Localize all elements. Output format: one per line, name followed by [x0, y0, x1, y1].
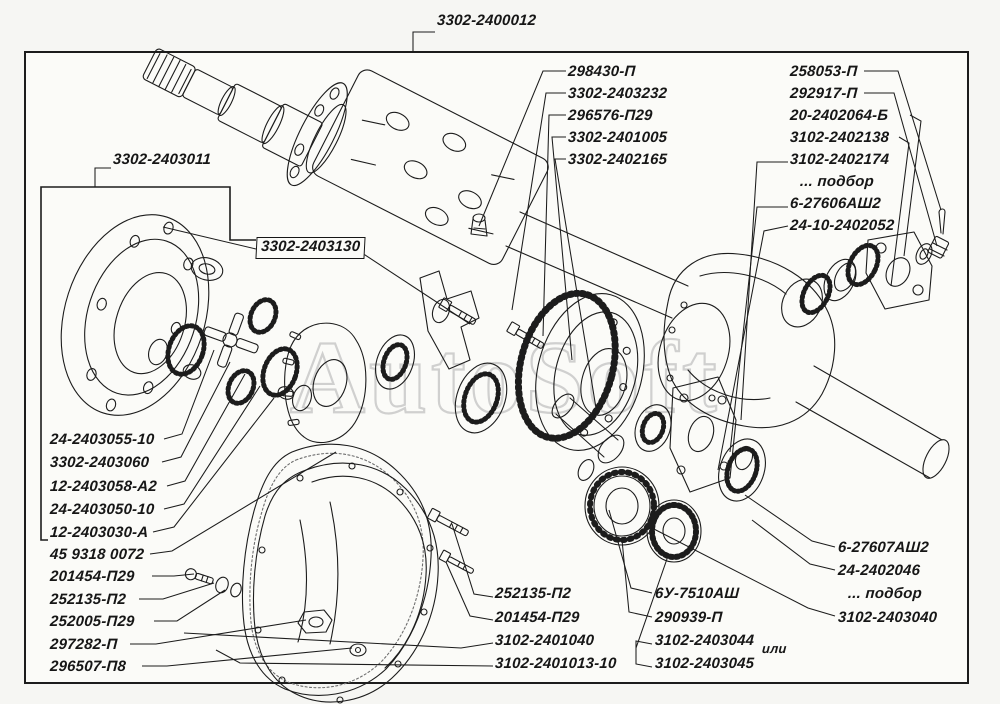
part-label: 3102-2402174: [789, 151, 890, 168]
part-label: 252005-П29: [49, 613, 136, 630]
part-label: ... подбор: [847, 585, 923, 602]
part-label: 258053-П: [789, 63, 858, 80]
part-label-boxed: 3302-2403130: [255, 237, 365, 259]
part-label: ... подбор: [799, 173, 875, 190]
part-label: 201454-П29: [494, 609, 581, 626]
or-word-label: или: [761, 641, 788, 656]
part-label: 296507-П8: [49, 658, 127, 675]
part-label: 24-2402046: [837, 562, 921, 579]
part-label: 6-27606АШ2: [789, 195, 882, 212]
watermark: AutoSoft: [290, 320, 721, 435]
part-label: 3302-2403060: [49, 454, 150, 471]
part-label: 24-2403050-10: [49, 501, 155, 518]
part-label-root: 3302-2400012: [436, 12, 537, 29]
part-label: 3102-2403044: [654, 632, 755, 649]
part-label: 3302-2401005: [567, 129, 668, 146]
part-label: 252135-П2: [49, 591, 127, 608]
part-label: 45 9318 0072: [49, 546, 145, 563]
part-label: 3302-2403232: [567, 85, 668, 102]
part-label: 24-2403055-10: [49, 431, 155, 448]
part-label: 12-2403030-А: [49, 524, 149, 541]
part-label: 3102-2403040: [837, 609, 938, 626]
part-label: 24-10-2402052: [789, 217, 895, 234]
part-label: 252135-П2: [494, 585, 572, 602]
part-label: 298430-П: [567, 63, 636, 80]
part-label: 12-2403058-А2: [49, 478, 158, 495]
part-label: 296576-П29: [567, 107, 654, 124]
part-label: 3102-2401013-10: [494, 655, 617, 672]
leader-root: [413, 32, 435, 53]
part-label-assembly: 3302-2403011: [112, 151, 212, 168]
part-label: 292917-П: [789, 85, 858, 102]
part-label: 3102-2401040: [494, 632, 595, 649]
part-label: 3102-2403045: [654, 655, 755, 672]
part-label: 3302-2402165: [567, 151, 668, 168]
part-label: 201454-П29: [49, 568, 136, 585]
part-label: 6-27607АШ2: [837, 539, 930, 556]
part-label: 3102-2402138: [789, 129, 890, 146]
part-label: 290939-П: [654, 609, 723, 626]
part-label: 297282-П: [49, 636, 118, 653]
part-label: 20-2402064-Б: [789, 107, 889, 124]
part-label: 6У-7510АШ: [654, 585, 740, 602]
